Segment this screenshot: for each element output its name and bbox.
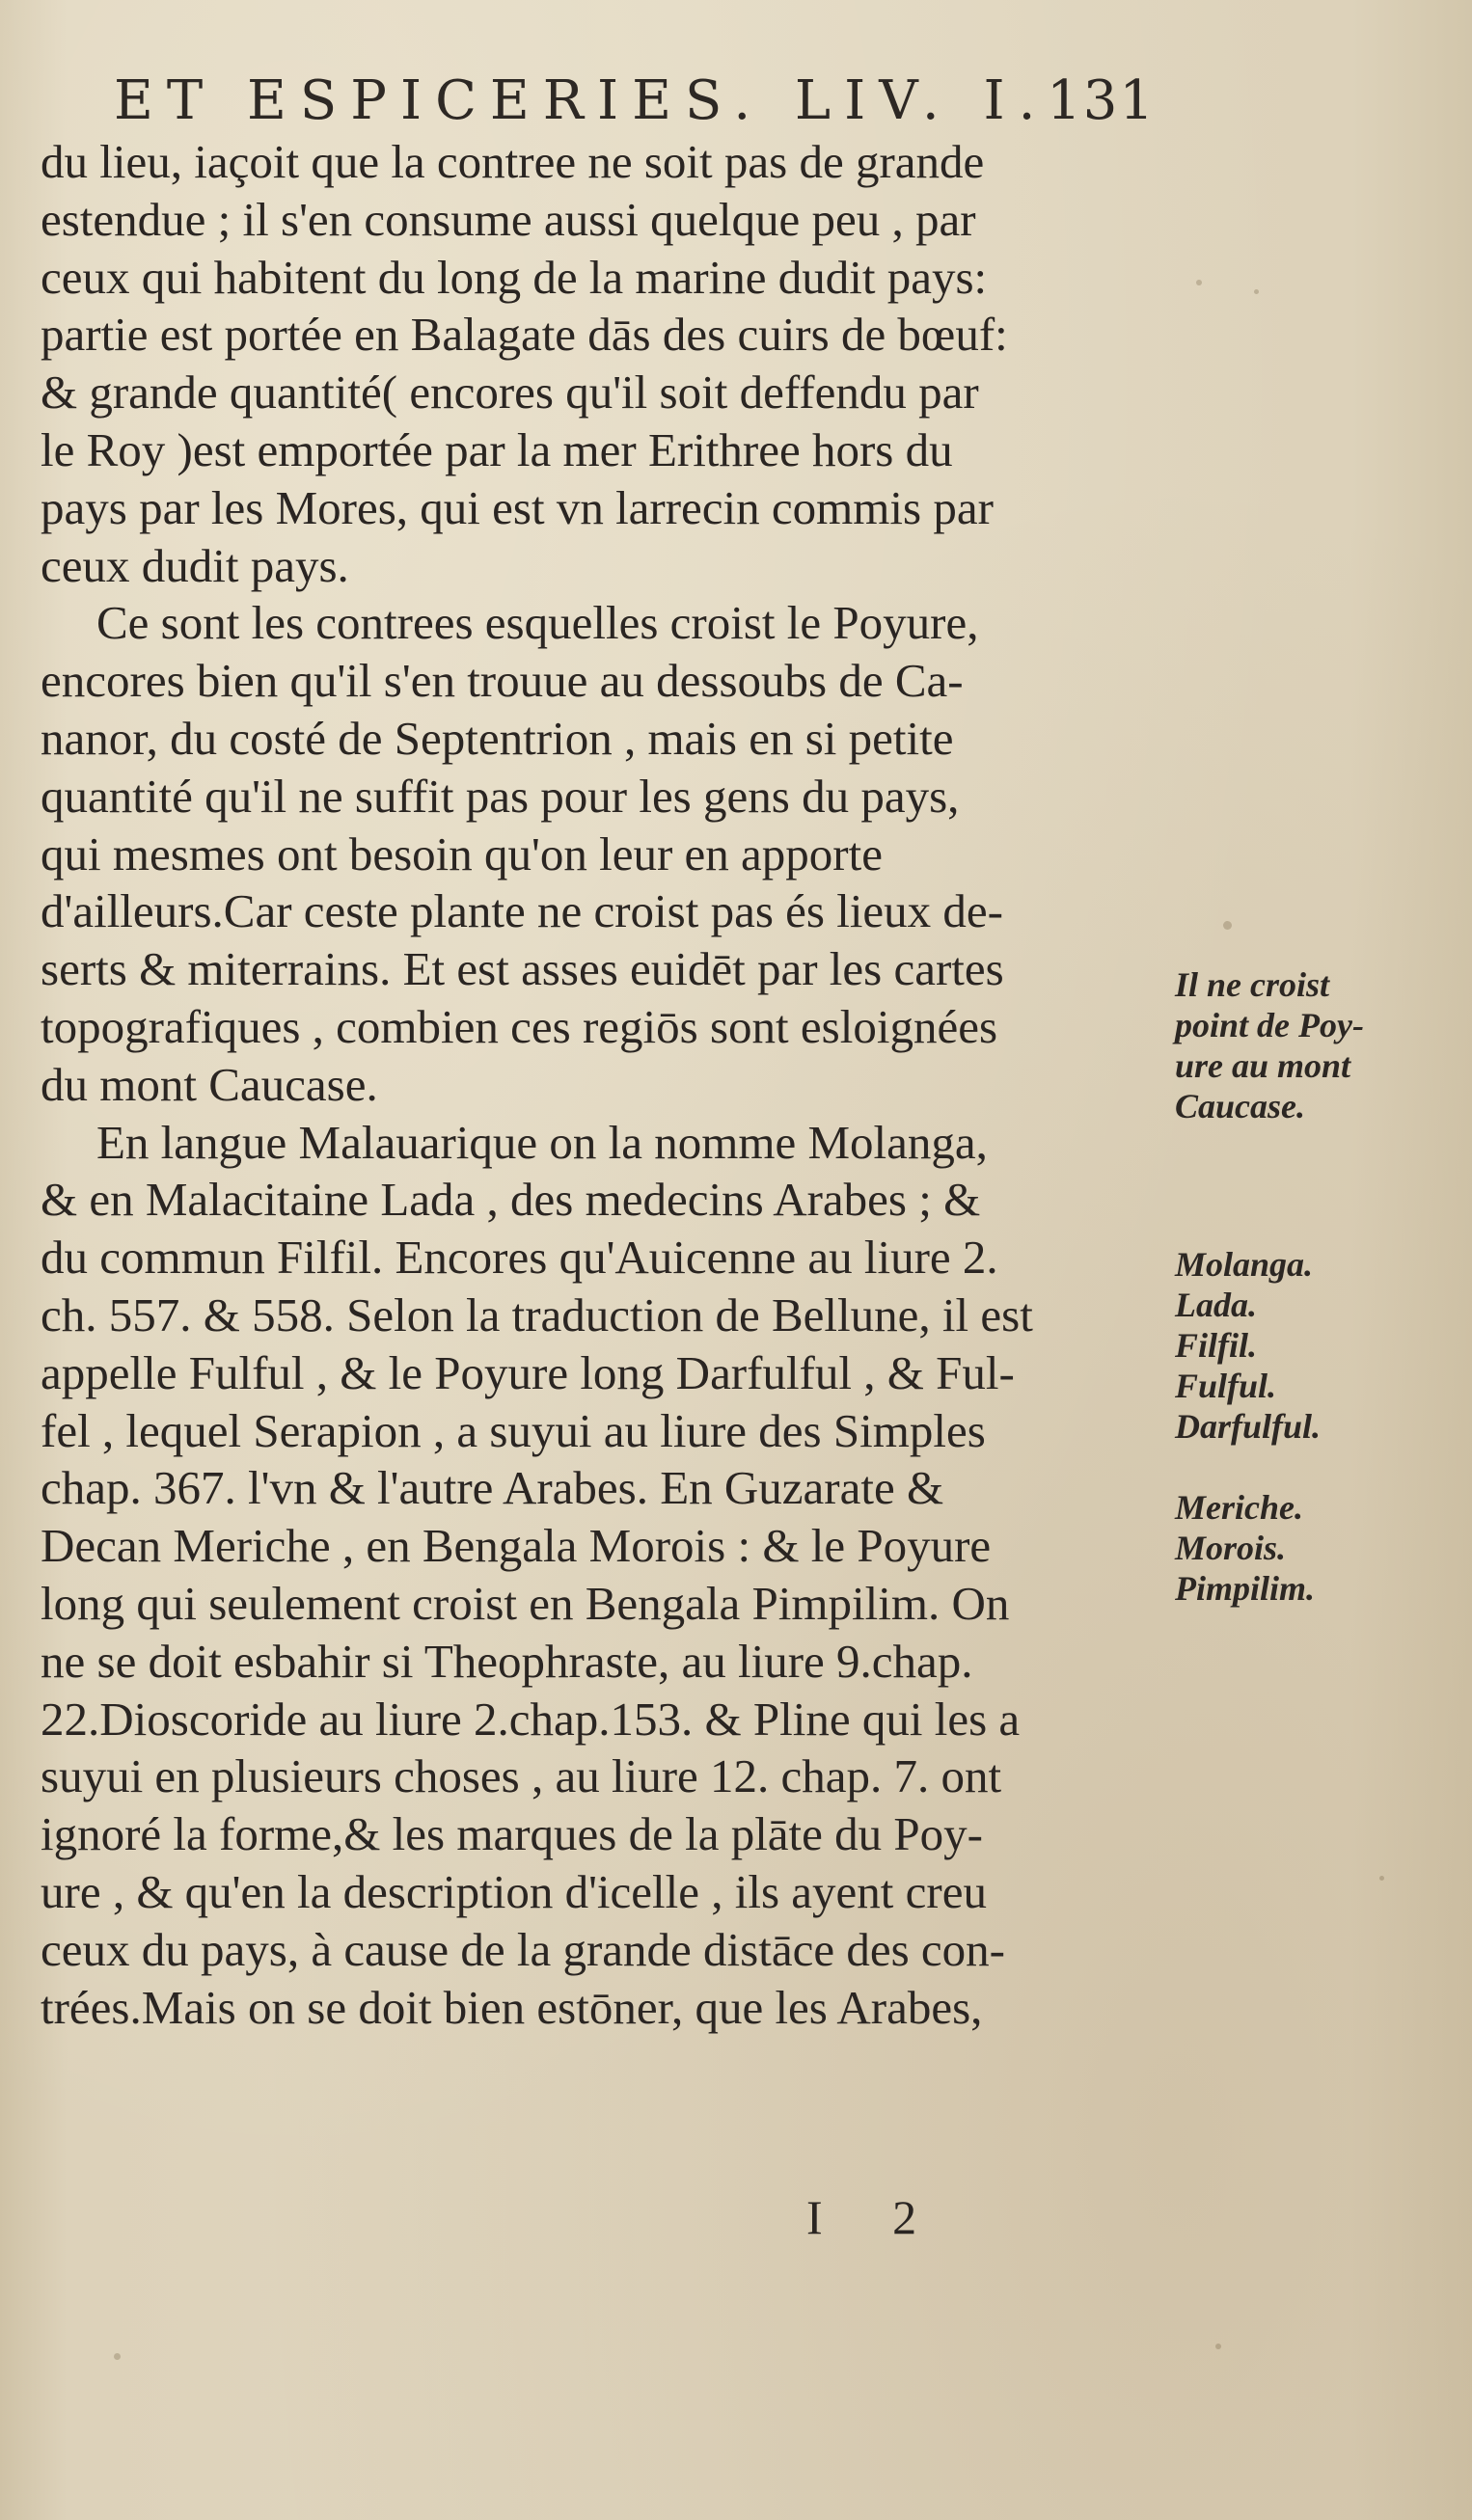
text-line: nanor, du costé de Septentrion , mais en si petite	[41, 711, 954, 765]
page-number: 131	[1047, 69, 1156, 132]
text-line: & grande quantité( encores qu'il soit deffendu par	[41, 366, 979, 420]
margin-note-line: Darfulful.	[1175, 1407, 1322, 1446]
running-header	[114, 69, 1156, 132]
ink-speck	[1379, 1876, 1384, 1881]
text-line: long qui seulement croist en Bengala Pimpilim. On	[41, 1576, 1010, 1630]
text-line: encores bien qu'il s'en trouue au dessoubs de Ca-	[41, 654, 964, 708]
margin-note-line: Lada.	[1175, 1286, 1257, 1324]
text-line: le Roy )est emportée par la mer Erithree hors du	[41, 422, 953, 476]
margin-note-line: Caucase.	[1175, 1087, 1305, 1125]
margin-note-line: ure au mont	[1175, 1046, 1351, 1085]
text-line: pays par les Mores, qui est vn larrecin commis par	[41, 480, 994, 534]
text-line: serts & miterrains. Et est asses euidēt par les cartes	[41, 942, 1004, 996]
text-line: suyui en plusieurs choses , au liure 12. chap. 7. ont	[41, 1749, 1002, 1803]
text-line: chap. 367. l'vn & l'autre Arabes. En Guzarate &	[41, 1461, 944, 1515]
margin-note-line: point de Poy-	[1175, 1006, 1364, 1044]
margin-note-pepper-names	[1175, 1244, 1321, 1609]
text-line: qui mesmes ont besoin qu'on leur en apporte	[41, 826, 883, 881]
text-line: quantité qu'il ne suffit pas pour les gens du pays,	[41, 769, 960, 823]
margin-note-line: Pimpilim.	[1175, 1569, 1316, 1608]
body-text	[41, 133, 1159, 2036]
text-line: trées.Mais on se doit bien estōner, que les Arabes,	[41, 1980, 983, 2034]
text-line: d'ailleurs.Car ceste plante ne croist pas és lieux de-	[41, 884, 1003, 938]
text-line: 22.Dioscoride au liure 2.chap.153. & Pline qui les a	[41, 1692, 1021, 1746]
text-line: estendue ; il s'en consume aussi quelque peu , par	[41, 192, 976, 246]
text-line: fel , lequel Serapion , a suyui au liure des Simples	[41, 1403, 986, 1457]
text-line: du commun Filfil. Encores qu'Auicenne au liure 2.	[41, 1231, 998, 1285]
margin-note-line: Molanga.	[1175, 1245, 1314, 1284]
ink-speck	[1254, 289, 1259, 294]
ink-speck	[1196, 280, 1202, 285]
text-line: ure , & qu'en la description d'icelle , ils ayent creu	[41, 1864, 987, 1918]
margin-note-line: Il ne croist	[1175, 965, 1330, 1004]
text-line: ch. 557. & 558. Selon la traduction de Bellune, il est	[41, 1287, 1033, 1341]
ink-speck	[1215, 2344, 1221, 2349]
text-line: ne se doit esbahir si Theophraste, au liure 9.chap.	[41, 1634, 973, 1688]
margin-note-line	[1175, 1447, 1321, 1487]
running-title: ET ESPICERIES. LIV. I.	[114, 69, 1049, 132]
margin-note-line: Morois.	[1175, 1529, 1287, 1567]
margin-note-line: Filfil.	[1175, 1326, 1258, 1365]
ink-speck	[114, 2353, 121, 2360]
text-line: ceux dudit pays.	[41, 538, 349, 592]
text-line: Decan Meriche , en Bengala Morois : & le Poyure	[41, 1519, 992, 1573]
text-line: du mont Caucase.	[41, 1057, 378, 1111]
text-line: ceux du pays, à cause de la grande distāce des con-	[41, 1922, 1005, 1976]
margin-note-line: Meriche.	[1175, 1488, 1303, 1527]
text-line: ceux qui habitent du long de la marine dudit pays:	[41, 250, 988, 304]
text-line: ignoré la forme,& les marques de la plāte du Poy-	[41, 1807, 983, 1861]
signature-mark: I 2	[806, 2190, 946, 2244]
text-line: du lieu, iaçoit que la contree ne soit pas de grande	[41, 135, 985, 188]
text-line: & en Malacitaine Lada , des medecins Arabes ; &	[41, 1173, 981, 1227]
text-line: Ce sont les contrees esquelles croist le Poyure,	[96, 596, 979, 650]
text-line: En langue Malauarique on la nomme Molanga,	[96, 1115, 988, 1169]
margin-note-line: Fulful.	[1175, 1367, 1277, 1405]
text-line: partie est portée en Balagate dās des cuirs de bœuf:	[41, 308, 1008, 362]
ink-speck	[1223, 921, 1232, 930]
margin-note-caucase	[1175, 964, 1364, 1126]
text-line: topografiques , combien ces regiōs sont esloignées	[41, 999, 998, 1053]
text-line: appelle Fulful , & le Poyure long Darfulful , & Ful-	[41, 1345, 1015, 1399]
